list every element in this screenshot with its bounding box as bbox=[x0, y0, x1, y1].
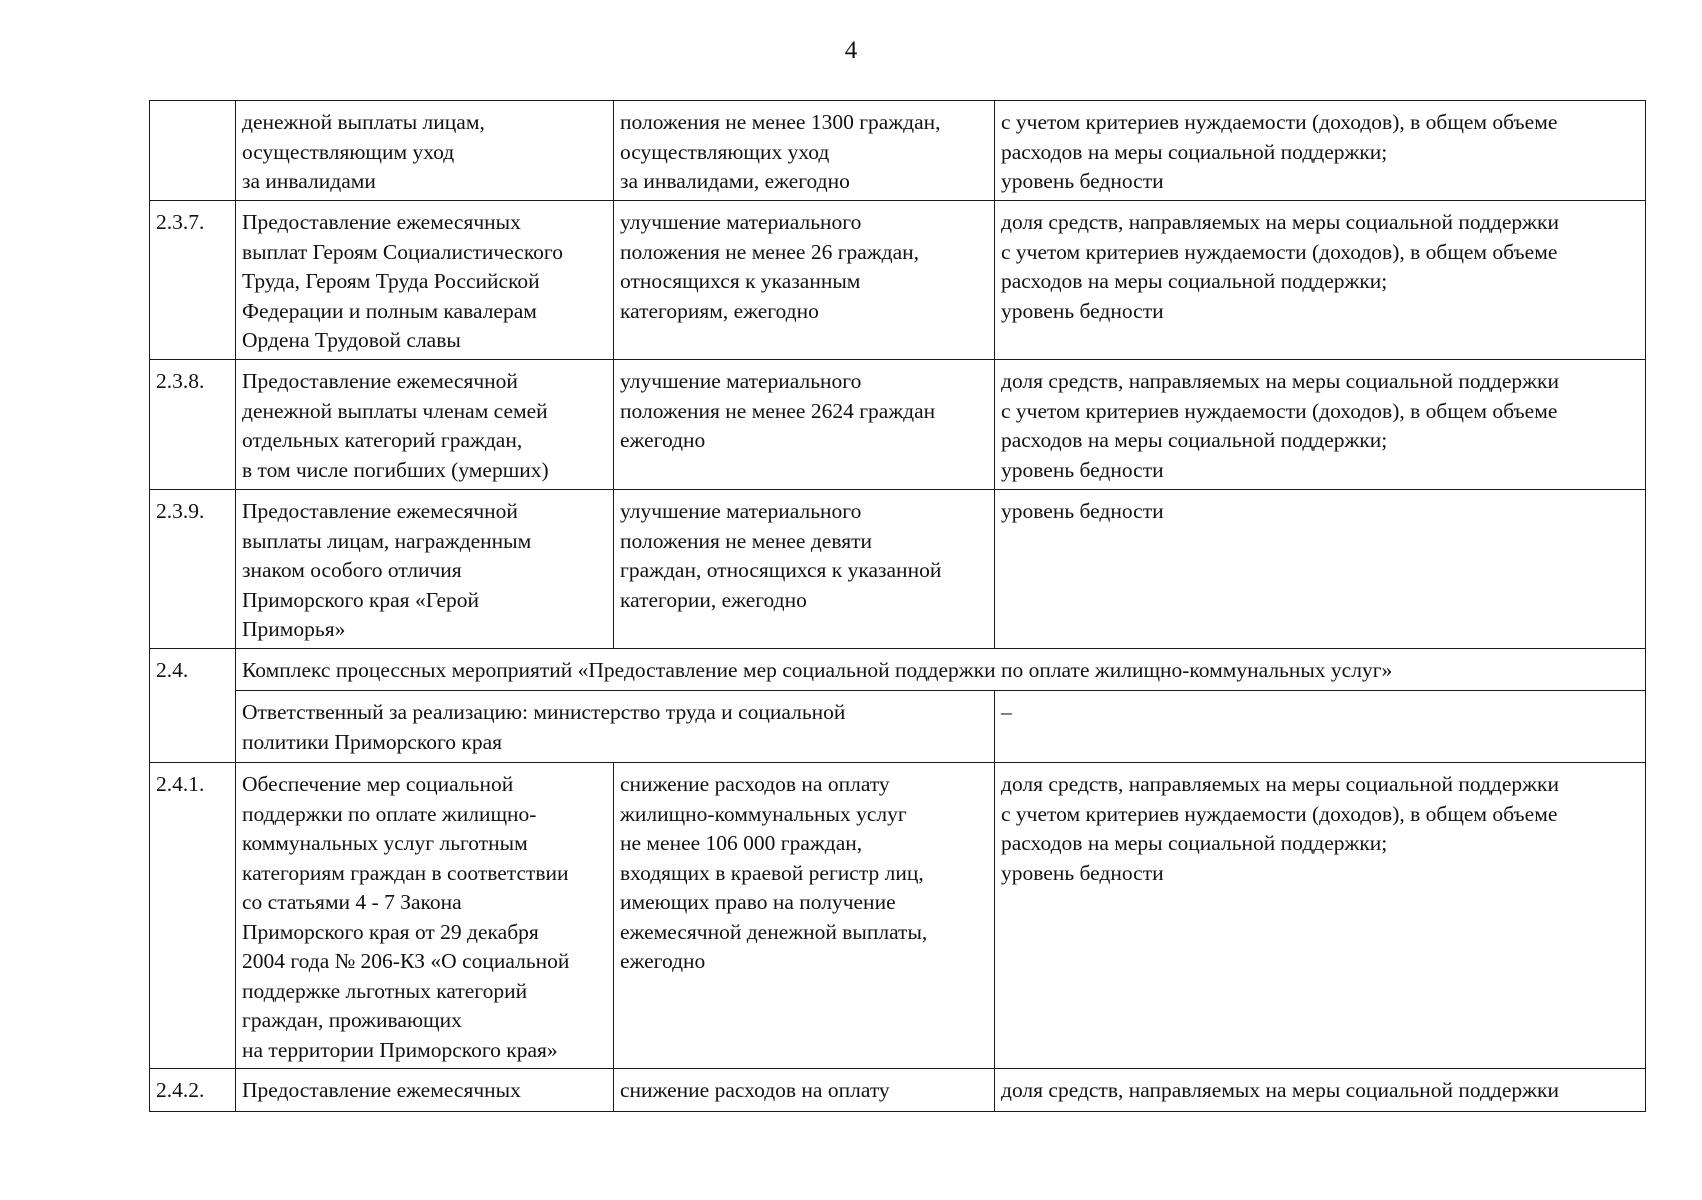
page-number: 4 bbox=[844, 37, 858, 64]
indicator-cell: уровень бедности bbox=[995, 490, 1646, 649]
table-row bbox=[150, 201, 1646, 360]
row-number-cell bbox=[150, 101, 236, 201]
expected-result-cell: положения не менее 1300 граждан, осуществляющих уход за инвалидами, ежегодно bbox=[614, 101, 995, 201]
row-number-cell: 2.4. bbox=[150, 649, 236, 763]
indicator-cell: доля средств, направляемых на меры социальной поддержки с учетом критериев нуждаемости (доходов), в общем объеме расходов на меры социальной поддержки; уровень бедности bbox=[995, 360, 1646, 490]
measure-name-cell: Предоставление ежемесячных bbox=[236, 1069, 614, 1112]
measure-name-cell: Предоставление ежемесячной денежной выплаты членам семей отдельных категорий граждан, в том числе погибших (умерших) bbox=[236, 360, 614, 490]
indicator-cell: доля средств, направляемых на меры социальной поддержки bbox=[995, 1069, 1646, 1112]
responsible-value-cell: – bbox=[995, 691, 1646, 763]
measure-name-cell: Предоставление ежемесячных выплат Героям Социалистического Труда, Героям Труда Российской Федерации и полным кавалерам Ордена Трудовой славы bbox=[236, 201, 614, 360]
expected-result-cell: снижение расходов на оплату жилищно-коммунальных услуг не менее 106 000 граждан, входящих в краевой регистр лиц, имеющих право на получение ежемесячной денежной выплаты, ежегодно bbox=[614, 763, 995, 1069]
measures-table bbox=[149, 100, 1646, 1112]
responsible-cell: Ответственный за реализацию: министерство труда и социальной политики Приморского края bbox=[236, 691, 995, 763]
measure-name-cell: денежной выплаты лицам, осуществляющим уход за инвалидами bbox=[236, 101, 614, 201]
expected-result-cell: улучшение материального положения не менее 2624 граждан ежегодно bbox=[614, 360, 995, 490]
measure-name-cell: Предоставление ежемесячной выплаты лицам, награжденным знаком особого отличия Приморского края «Герой Приморья» bbox=[236, 490, 614, 649]
expected-result-cell: снижение расходов на оплату bbox=[614, 1069, 995, 1112]
indicator-cell: доля средств, направляемых на меры социальной поддержки с учетом критериев нуждаемости (доходов), в общем объеме расходов на меры социальной поддержки; уровень бедности bbox=[995, 201, 1646, 360]
row-number-cell: 2.4.1. bbox=[150, 763, 236, 1069]
indicator-cell: доля средств, направляемых на меры социальной поддержки с учетом критериев нуждаемости (доходов), в общем объеме расходов на меры социальной поддержки; уровень бедности bbox=[995, 763, 1646, 1069]
row-number-cell: 2.3.7. bbox=[150, 201, 236, 360]
section-header-row bbox=[150, 649, 1646, 691]
table-row bbox=[150, 360, 1646, 490]
table-row bbox=[150, 763, 1646, 1069]
measure-name-cell: Обеспечение мер социальной поддержки по оплате жилищно- коммунальных услуг льготным категориям граждан в соответствии со статьями 4 - 7 Закона Приморского края от 29 декабря 2004 года № 206-КЗ «О социальной поддержке льготных категорий граждан, проживающих на территории Приморского края» bbox=[236, 763, 614, 1069]
table-row bbox=[150, 490, 1646, 649]
expected-result-cell: улучшение материального положения не менее 26 граждан, относящихся к указанным категориям, ежегодно bbox=[614, 201, 995, 360]
row-number-cell: 2.3.8. bbox=[150, 360, 236, 490]
row-number-cell: 2.3.9. bbox=[150, 490, 236, 649]
table-row bbox=[150, 1069, 1646, 1112]
table-row bbox=[150, 101, 1646, 201]
responsible-row bbox=[150, 691, 1646, 763]
expected-result-cell: улучшение материального положения не менее девяти граждан, относящихся к указанной категории, ежегодно bbox=[614, 490, 995, 649]
indicator-cell: с учетом критериев нуждаемости (доходов), в общем объеме расходов на меры социальной поддержки; уровень бедности bbox=[995, 101, 1646, 201]
row-number-cell: 2.4.2. bbox=[150, 1069, 236, 1112]
section-title-cell: Комплекс процессных мероприятий «Предоставление мер социальной поддержки по оплате жилищно-коммунальных услуг» bbox=[236, 649, 1646, 691]
